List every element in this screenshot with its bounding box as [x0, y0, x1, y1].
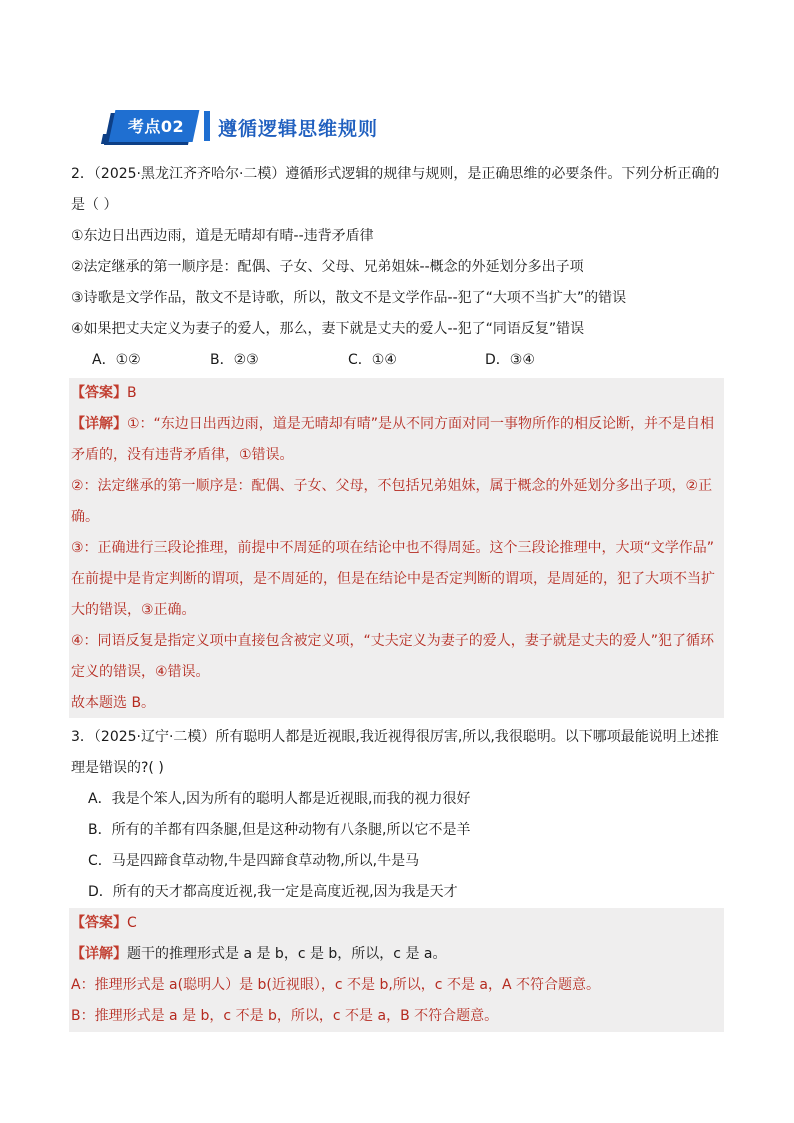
q2-detail-line8: ④：同语反复是指定义项中直接包含被定义项，“丈夫定义为妻子的爱人，妻子就是丈夫的爱人”犯了循环 [71, 633, 715, 649]
q3-answer-tag: 【答案】 [71, 915, 127, 931]
q3-option-b: B．所有的羊都有四条腿,但是这种动物有八条腿,所以它不是羊 [88, 822, 471, 838]
q3-option-a: A．我是个笨人,因为所有的聪明人都是近视眼,而我的视力很好 [88, 791, 471, 807]
q2-stem-line2: 是（ ） [71, 197, 118, 213]
q2-item-1: ①东边日出西边雨，道是无晴却有晴--违背矛盾律 [71, 228, 374, 244]
q3-detail-text: 题干的推理形式是 a 是 b，c 是 b，所以，c 是 a。 [127, 946, 447, 962]
q2-detail-line3: ②：法定继承的第一顺序是：配偶、子女、父母，不包括兄弟姐妹，属于概念的外延划分多出子项，②正 [71, 478, 713, 494]
q2-detail-line2: 矛盾的，没有违背矛盾律，①错误。 [71, 447, 294, 463]
q3-detail-line3: B：推理形式是 a 是 b，c 不是 b，所以，c 不是 a，B 不符合题意。 [71, 1008, 499, 1024]
q2-detail-line4: 确。 [71, 509, 99, 525]
q2-item-4: ④如果把丈夫定义为妻子的爱人，那么，妻下就是丈夫的爱人--犯了“同语反复”错误 [71, 321, 585, 337]
q2-detail-line5: ③：正确进行三段论推理，前提中不周延的项在结论中也不得周延。这个三段论推理中，大项“文学作品” [71, 540, 715, 556]
q2-detail-line7: 大的错误，③正确。 [71, 602, 196, 618]
q3-detail-line2: A：推理形式是 a(聪明人）是 b(近视眼），c 不是 b,所以，c 不是 a，A 不符合题意。 [71, 977, 601, 993]
q2-option-a: A．①② [92, 352, 141, 368]
q2-detail-tag: 【详解】 [71, 416, 127, 432]
q3-option-c: C．马是四蹄食草动物,牛是四蹄食草动物,所以,牛是马 [88, 853, 420, 869]
q2-detail-line9: 定义的错误，④错误。 [71, 664, 210, 680]
section-title: 遵循逻辑思维规则 [218, 118, 379, 140]
q2-option-d: D．③④ [485, 352, 535, 368]
q2-detail-line1 [71, 414, 714, 434]
q2-item-3: ③诗歌是文学作品，散文不是诗歌，所以，散文不是文学作品--犯了“大项不当扩大”的错误 [71, 290, 627, 306]
q2-detail-text: ①：“东边日出西边雨，道是无晴却有晴”是从不同方面对同一事物所作的相反论断，并不是自相 [127, 416, 715, 432]
q3-option-d: D．所有的天才都高度近视,我一定是高度近视,因为我是天才 [88, 884, 458, 900]
q2-conclusion: 故本题选 B。 [71, 695, 156, 711]
title-divider [204, 111, 210, 141]
section-header [106, 106, 406, 146]
q2-answer-line [71, 383, 137, 403]
q3-stem-line2: 理是错误的?( ) [71, 760, 164, 776]
q3-answer-value: C [127, 915, 137, 931]
q3-detail-line1 [71, 944, 446, 964]
q3-stem-line1: 3．（2025·辽宁·二模）所有聪明人都是近视眼,我近视得很厉害,所以,我很聪明。以下哪项最能说明上述推 [71, 729, 719, 745]
section-badge-label: 考点02 [127, 117, 185, 136]
q2-detail-line6: 在前提中是肯定判断的谓项，是不周延的，但是在结论中是否定判断的谓项，是周延的，犯了大项不当扩 [71, 571, 715, 587]
q2-option-c: C．①④ [348, 352, 397, 368]
q3-detail-tag: 【详解】 [71, 946, 127, 962]
q3-answer-line [71, 913, 137, 933]
q2-answer-tag: 【答案】 [71, 385, 127, 401]
q2-item-2: ②法定继承的第一顺序是：配偶、子女、父母、兄弟姐妹--概念的外延划分多出子项 [71, 259, 584, 275]
q2-option-b: B．②③ [210, 352, 259, 368]
q2-stem-line1: 2．（2025·黑龙江齐齐哈尔·二模）遵循形式逻辑的规律与规则，是正确思维的必要条件。下列分析正确的 [71, 166, 720, 182]
q2-answer-value: B [127, 385, 137, 401]
